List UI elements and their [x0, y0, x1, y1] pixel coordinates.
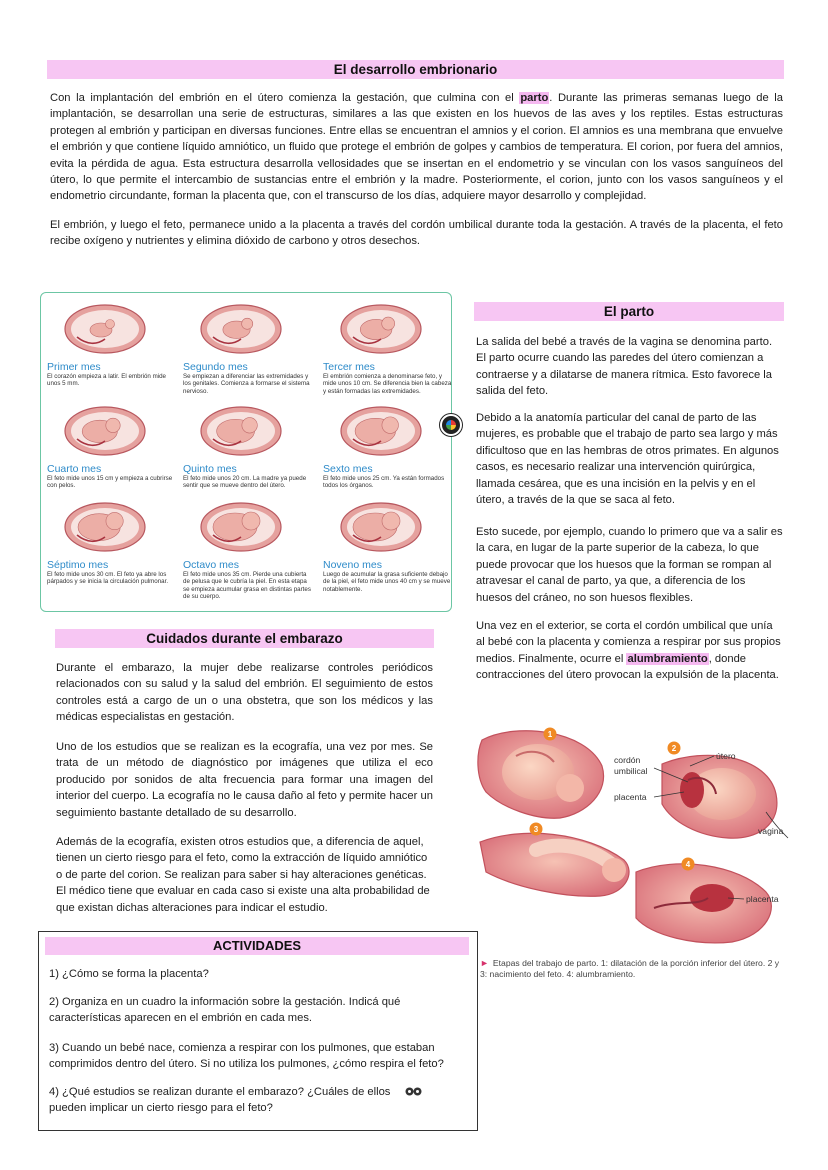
embryo-illustration [183, 301, 311, 359]
embryo-illustration [47, 499, 175, 557]
section-title-embrionario: El desarrollo embrionario [47, 60, 784, 79]
cuidados-paragraph-3: Además de la ecografía, existen otros estudios que, a diferencia de aquel, tienen un cierto riesgo para el feto, como la extracción de líquido amniótico o de parte del corion. Se realizan para saber si hay alteraciones genéticas. El médico tiene que evaluar en cada caso si existe una alta probabilidad de que existan dichas alteraciones para indicar el estudio. [56, 836, 430, 914]
step-2: 2 [671, 744, 677, 753]
month-caption: El feto mide unos 25 cm. Ya están formados todos los órganos. [323, 475, 445, 490]
month-title: Cuarto mes [47, 463, 102, 475]
step-3: 3 [533, 825, 539, 834]
section-title-cuidados: Cuidados durante el embarazo [55, 629, 434, 648]
parto-paragraph-3: Esto sucede, por ejemplo, cuando lo primero que va a salir es la cara, en lugar de la parte superior de la cabeza, lo que puede provocar que los huesos que la forman se rompan al atravesar el canal de parto, ya que, a diferencia de los huesos del cráneo, no son huesos flexibles. [476, 526, 783, 604]
month-caption: El feto mide unos 35 cm. Pierde una cubierta de pelusa que le cubría la piel. En esta etapa se empieza acumular grasa en distintas partes de su cuerpo. [183, 571, 311, 601]
label-placenta-2: placenta [746, 894, 779, 904]
embryo-illustration [323, 403, 451, 461]
highlight-alumbramiento: alumbramiento [627, 652, 708, 665]
activities-title: ACTIVIDADES [45, 937, 469, 955]
activity-1: 1) ¿Cómo se forma la placenta? [49, 968, 209, 980]
month-caption: El embrión comienza a denominarse feto, y mide unos 10 cm. Se diferencia bien la cabeza y están formadas las extremidades. [323, 373, 452, 395]
month-caption: Se empiezan a diferenciar las extremidades y los genitales. Comienza a formarse el sistema nervioso. [183, 373, 310, 395]
labor-caption-text: Etapas del trabajo de parto. 1: dilatación de la porción inferior del útero. 2 y 3: nacimiento del feto. 4: alumbramiento. [480, 958, 780, 979]
embrionario-paragraph-1 [50, 90, 783, 205]
cuidados-paragraph-1: Durante el embarazo, la mujer debe realizarse controles periódicos relacionados con su salud y la salud del embrión. El seguimiento de estos controles está a cargo de un o una obstetra, que son los médicos y las médicas especialistas en gestación. [56, 662, 433, 724]
month-title: Séptimo mes [47, 559, 109, 571]
month-caption: El feto mide unos 20 cm. La madre ya puede sentir que se mueve dentro del útero. [183, 475, 307, 490]
section-title-parto: El parto [474, 302, 784, 321]
decorative-glyph-icon [405, 1085, 422, 1098]
activity-2: 2) Organiza en un cuadro la información sobre la gestación. Indicá qué características aparecen en el embrión en cada mes. [49, 996, 401, 1025]
parto-paragraph-1: La salida del bebé a través de la vagina se denomina parto. El parto ocurre cuando las paredes del útero comienzan a contraerse y a dilatarse de manera rítmica. Esto favorece la salida del feto. [476, 336, 773, 398]
label-cordon: cordón [614, 755, 641, 765]
colorwheel-badge-icon [440, 414, 462, 436]
label-vagina: vagina [758, 826, 784, 836]
highlight-parto: parto [520, 92, 549, 104]
month-title: Octavo mes [183, 559, 240, 571]
labor-stage-1 [478, 731, 604, 818]
month-title: Noveno mes [323, 559, 382, 571]
month-caption: El feto mide unos 30 cm. El feto ya abre los párpados y se inicia la circulación pulmonar. [47, 571, 169, 586]
label-utero: útero [716, 751, 736, 761]
month-cell [323, 301, 455, 395]
month-cell [323, 499, 455, 593]
activity-4: 4) ¿Qué estudios se realizan durante el embarazo? ¿Cuáles de ellos pueden implicar un cierto riesgo para el feto? [49, 1086, 391, 1115]
month-cell [183, 403, 315, 490]
month-caption: El feto mide unos 15 cm y empieza a cubrirse con pelos. [47, 475, 173, 490]
label-placenta: placenta [614, 792, 647, 802]
month-caption: El corazón empieza a latir. El embrión mide unos 5 mm. [47, 373, 166, 388]
month-title: Sexto mes [323, 463, 373, 475]
embryo-illustration [47, 403, 175, 461]
month-title: Quinto mes [183, 463, 237, 475]
month-cell [183, 301, 315, 395]
labor-stages-diagram [476, 722, 796, 954]
cuidados-paragraph-2: Uno de los estudios que se realizan es la ecografía, una vez por mes. Se trata de un método de diagnóstico por imágenes que utiliza el eco producido por sonidos de alta frecuencia para formar una imagen del interior del cuerpo. La ecografía no le causa daño al feto y permite hacer un seguimiento bastante detallado de su desarrollo. [56, 741, 433, 819]
label-umbilical: umbilical [614, 766, 648, 776]
embrionario-paragraph-2: El embrión, y luego el feto, permanece unido a la placenta a través del cordón umbilical durante toda la gestación. A través de la placenta, el feto recibe oxígeno y nutrientes y elimina dióxido de carbono y otros desechos. [50, 219, 783, 248]
caption-arrow-icon: ► [480, 958, 489, 968]
fetal-development-figure [40, 292, 452, 612]
month-cell [323, 403, 455, 490]
activities-box [38, 931, 478, 1131]
month-caption: Luego de acumular la grasa suficiente debajo de la piel, el feto mide unos 40 cm y se mueve notablemente. [323, 571, 451, 593]
parto-paragraph-4 [476, 618, 784, 684]
embryo-illustration [47, 301, 175, 359]
parto-paragraph-2: Debido a la anatomía particular del canal de parto de las mujeres, es probable que el trabajo de parto sea largo y más dificultoso que en las hembras de otros primates. En algunos casos, es necesario realizar una intervención quirúrgica, llamada cesárea, que es una incisión en la pelvis y en el útero, a través de la que se saca al feto. [476, 412, 779, 507]
labor-diagram-caption [480, 958, 785, 980]
embryo-illustration [183, 499, 311, 557]
month-cell [47, 301, 179, 388]
embryo-illustration [323, 301, 451, 359]
parto-text: Una vez en el exterior, se corta el cordón umbilical que unía al bebé con la placenta y comienza a respirar por sus propios medios. Finalmente, ocurre el [476, 620, 781, 665]
month-title: Primer mes [47, 361, 101, 373]
labor-stage-3 [480, 833, 629, 896]
embryo-illustration [323, 499, 451, 557]
month-title: Segundo mes [183, 361, 248, 373]
embryo-illustration [183, 403, 311, 461]
step-4: 4 [685, 860, 691, 869]
month-cell [47, 499, 179, 586]
month-cell [47, 403, 179, 490]
month-cell [183, 499, 315, 601]
month-title: Tercer mes [323, 361, 375, 373]
embrionario-text: Con la implantación del embrión en el útero comienza la gestación, que culmina con el [50, 92, 520, 104]
embrionario-text-cont: . Durante las primeras semanas luego de la implantación, se desarrollan una serie de estructuras, similares a las que existen en los huevos de las aves y los reptiles. Estas estructuras protegen al embrión y participan en diversas funciones. Entre ellas se encuentran el amnios y el corion. El amnios es una membrana que envuelve el embrión y que contiene líquido amniótico, un fluido que protege el embrión de golpes y cambios de temperatura. El corion, por fuera del amnios, evita la pérdida de agua. Esta estructura desarrolla vellosidades que se insertan en el endometrio y se vinculan con los vasos sanguíneos del útero, lo que permite el intercambio de sustancias entre el embrión y la madre. Posteriormente, el corion, junto con los vasos sanguíneos y el endometrio circundante, forman la placenta que, con el transcurso de los días, adquiere mayor desarrollo y complejidad. [50, 92, 783, 203]
step-1: 1 [547, 730, 553, 739]
parto-text-cont: , donde contracciones del útero provocan la expulsión de la placenta. [476, 652, 779, 682]
activity-3: 3) Cuando un bebé nace, comienza a respirar con los pulmones, que estaban comprimidos dentro del útero. Si no utiliza los pulmones, ¿cómo respira el feto? [49, 1042, 444, 1071]
